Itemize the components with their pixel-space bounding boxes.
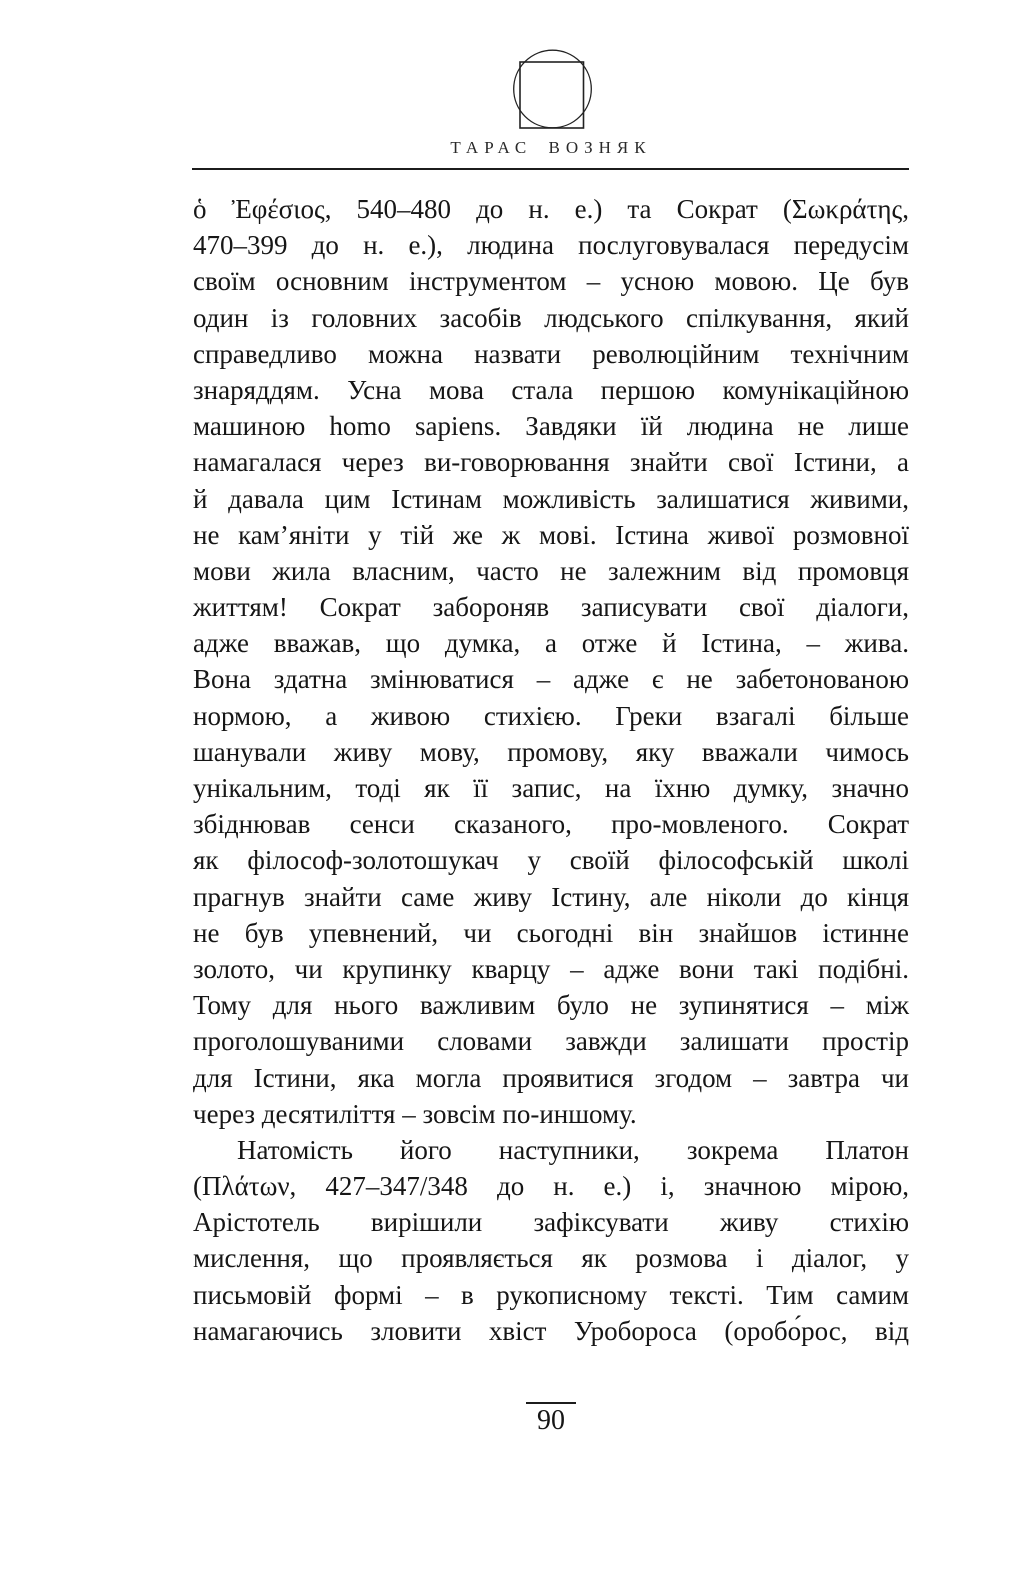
header-rule xyxy=(192,168,909,170)
text-line: 470–399 до н. е.), людина послуговувалася передусім xyxy=(193,230,909,261)
text-line: мови жила власним, часто не залежним від промовця xyxy=(193,555,909,586)
text-line-paragraph-start: Натомість його наступники, зокрема Платон xyxy=(237,1134,909,1165)
text-line: нормою, а живою стихією. Греки взагалі більше xyxy=(193,700,909,731)
running-head-author: ТАРАС ВОЗНЯК xyxy=(450,138,652,157)
text-line: своїм основним інструментом – усною мовою. Це був xyxy=(193,266,909,297)
text-line: знаряддям. Усна мова стала першою комунікаційною xyxy=(193,374,909,405)
text-line: ὁ Ἐφέσιος, 540–480 до н. е.) та Сократ (Σωκράτης, xyxy=(193,194,909,224)
text-line: (Πλάτων, 427–347/348 до н. е.) і, значною мірою, xyxy=(193,1171,909,1202)
text-line: Тому для нього важливим було не зупинятися – між xyxy=(193,990,909,1021)
text-line: проголошуваними словами завжди залишати простір xyxy=(193,1026,909,1057)
page-footer xyxy=(193,1402,909,1437)
text-line: для Істини, яка могла проявитися згодом – завтра чи xyxy=(193,1062,909,1093)
text-line: не був упевнений, чи сьогодні він знайшов істинне xyxy=(193,917,909,948)
text-line: намагаючись зловити хвіст Уробороса (оробо́рос, від xyxy=(193,1315,909,1346)
text-line: унікальним, тоді як її запис, на їхню думку, значно xyxy=(193,773,909,803)
text-line: як філософ-золотошукач у своїй філософській школі xyxy=(193,845,909,876)
text-line: справедливо можна назвати революційним технічним xyxy=(193,338,909,369)
text-line: життям! Сократ забороняв записувати свої діалоги, xyxy=(193,592,909,623)
text-line: не кам’яніти у тій же ж мові. Істина живої розмовної xyxy=(193,519,909,550)
text-line: письмовій формі – в рукописному тексті. Тим самим xyxy=(193,1279,909,1310)
text-line: прагнув знайти саме живу Істину, але ніколи до кінця xyxy=(193,881,909,912)
text-line: золото, чи крупинку кварцу – адже вони такі подібні. xyxy=(193,953,909,984)
page-number: 90 xyxy=(526,1402,576,1437)
circle-square-emblem-icon xyxy=(512,49,593,130)
text-line-paragraph-end: через десятиліття – зовсім по-иншому. xyxy=(193,1098,637,1129)
text-line: адже вважав, що думка, а отже й Істина, – жива. xyxy=(193,628,909,659)
text-line: шанували живу мову, промову, яку вважали чимось xyxy=(193,736,909,767)
body-text xyxy=(193,191,909,1349)
text-line: намагалася через ви-говорювання знайти свої Істини, а xyxy=(193,447,909,478)
text-line: й давала цим Істинам можливість залишатися живими, xyxy=(193,483,909,514)
text-line: один із головних засобів людського спілкування, який xyxy=(193,302,909,333)
text-line: машиною homo sapiens. Завдяки їй людина не лише xyxy=(193,411,909,442)
text-line: збіднював сенси сказаного, про-мовленого. Сократ xyxy=(193,809,909,840)
text-line: Вона здатна змінюватися – адже є не забетонованою xyxy=(193,664,909,695)
text-line: мислення, що проявляється як розмова і діалог, у xyxy=(193,1243,909,1274)
text-line: Арістотель вирішили зафіксувати живу стихію xyxy=(193,1207,909,1238)
